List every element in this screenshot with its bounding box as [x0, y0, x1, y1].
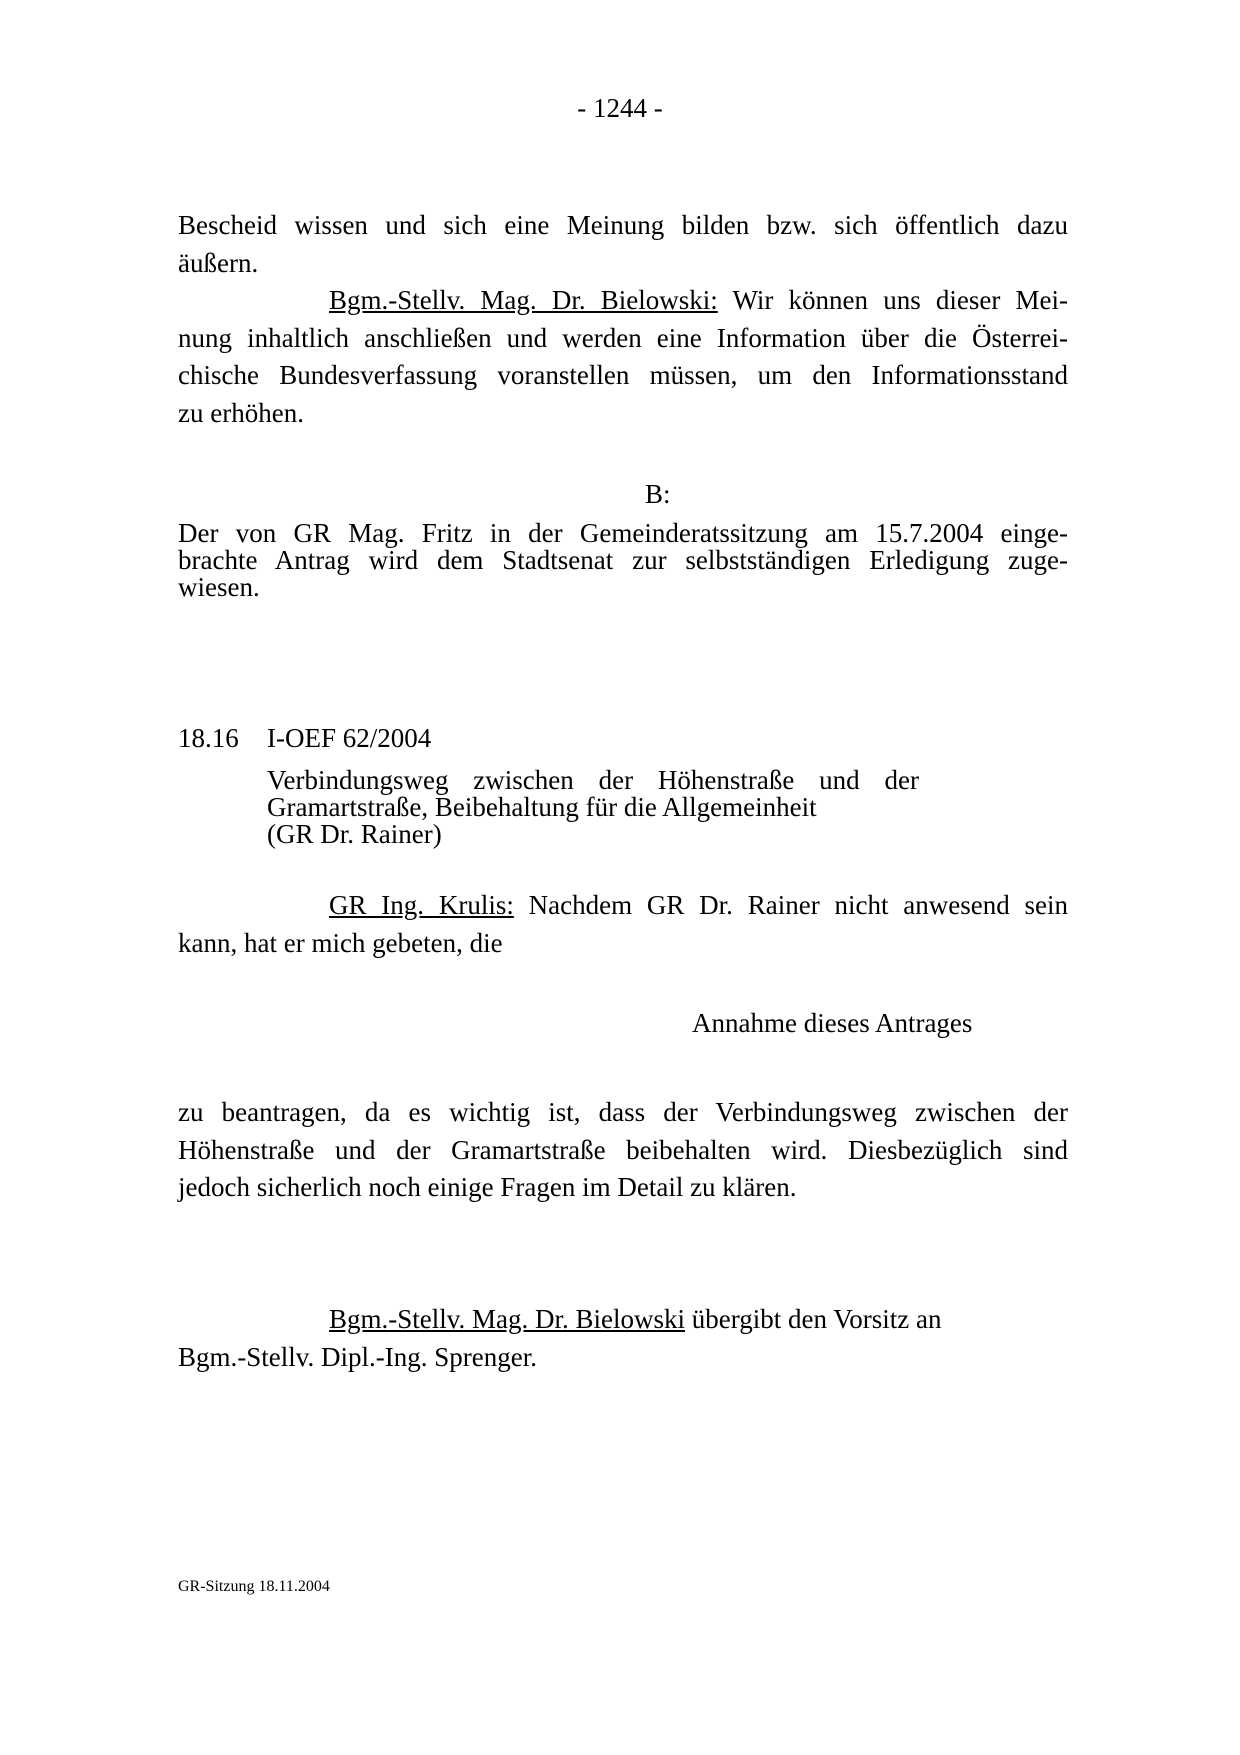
- text-line: [178, 1301, 1068, 1339]
- agenda-item-reference: I-OEF 62/2004: [267, 723, 432, 753]
- section-label-b: B:: [645, 479, 671, 509]
- text-fragment: Wir können uns dieser Mei-: [717, 285, 1069, 315]
- paragraph-chair-handover: [178, 1301, 1068, 1376]
- text-line: Höhenstraße und der Gramartstraße beibehalten wird. Diesbezüglich sind: [178, 1134, 1068, 1165]
- text-line: zu beantragen, da es wichtig ist, dass der Verbindungsweg zwischen der: [178, 1097, 1068, 1127]
- text-line: nung inhaltlich anschließen und werden eine Information über die Österrei-: [178, 322, 1068, 353]
- text-line: Bgm.-Stellv. Dipl.-Ing. Sprenger.: [178, 1341, 537, 1372]
- text-line: Bescheid wissen und sich eine Meinung bilden bzw. sich öffentlich dazu: [178, 210, 1068, 240]
- text-line: [178, 282, 1068, 320]
- text-line: jedoch sicherlich noch einige Fragen im Detail zu klären.: [178, 1172, 797, 1202]
- text-line: [178, 887, 1068, 925]
- text-fragment: übergibt den Vorsitz an: [685, 1304, 942, 1334]
- speaker-name: Bgm.-Stellv. Mag. Dr. Bielowski: [329, 1304, 685, 1334]
- paragraph-continuation: [178, 207, 1068, 282]
- page-number: - 1244 -: [577, 93, 663, 123]
- text-line: wiesen.: [178, 572, 260, 602]
- text-line: (GR Dr. Rainer): [267, 819, 442, 849]
- motion-text: Annahme dieses Antrages: [692, 1008, 973, 1038]
- text-line: brachte Antrag wird dem Stadtsenat zur selbstständigen Erledigung zuge-: [178, 545, 1068, 575]
- text-line: zu erhöhen.: [178, 397, 304, 428]
- page-footer: GR-Sitzung 18.11.2004: [178, 1578, 330, 1595]
- agenda-item-number: 18.16: [178, 723, 239, 753]
- text-fragment: Nachdem GR Dr. Rainer nicht anwesend sein: [513, 890, 1069, 920]
- text-line: Der von GR Mag. Fritz in der Gemeinderatssitzung am 15.7.2004 einge-: [178, 518, 1068, 548]
- paragraph-bielowski-statement: [178, 282, 1068, 432]
- text-line: Verbindungsweg zwischen der Höhenstraße und der: [267, 765, 919, 795]
- text-line: kann, hat er mich gebeten, die: [178, 927, 503, 958]
- text-line: äußern.: [178, 247, 259, 278]
- paragraph-krulis-statement: [178, 887, 1068, 962]
- section-b-resolution: [178, 520, 1068, 601]
- agenda-item-title: [267, 767, 919, 848]
- speaker-name: GR Ing. Krulis:: [329, 890, 514, 920]
- speaker-name: Bgm.-Stellv. Mag. Dr. Bielowski:: [329, 285, 718, 315]
- text-line: chische Bundesverfassung voranstellen müssen, um den Informationsstand: [178, 360, 1068, 390]
- text-line: Gramartstraße, Beibehaltung für die Allgemeinheit: [267, 792, 817, 822]
- paragraph-motion-justification: [178, 1094, 1068, 1207]
